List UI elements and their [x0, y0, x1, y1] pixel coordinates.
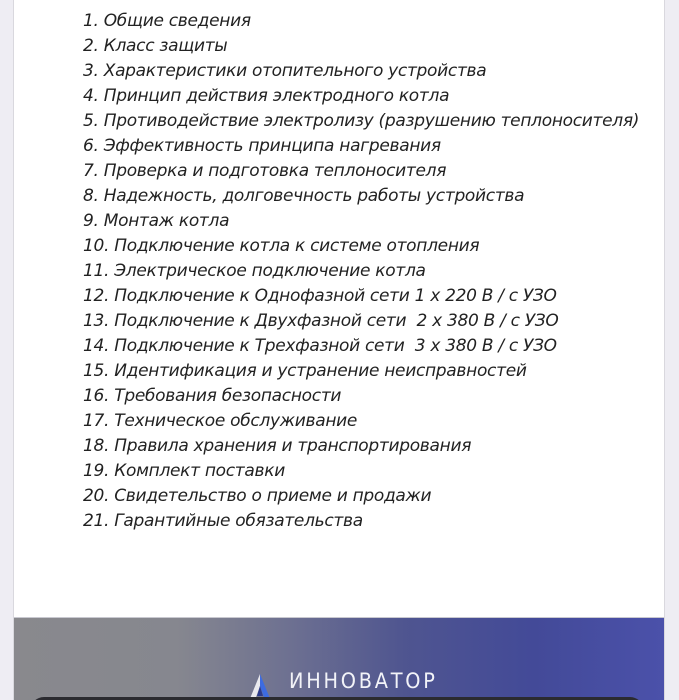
toc-item: 3. Характеристики отопительного устройства — [83, 61, 487, 81]
toc-item: 8. Надежность, долговечность работы устройства — [83, 186, 525, 206]
toc-item: 21. Гарантийные обязательства — [83, 511, 363, 531]
footer-banner — [14, 617, 664, 700]
toc-item: 11. Электрическое подключение котла — [83, 261, 426, 281]
toc-item: 10. Подключение котла к системе отопления — [83, 236, 480, 256]
toc-item: 6. Эффективность принципа нагревания — [83, 136, 441, 156]
toc-item: 16. Требования безопасности — [83, 386, 342, 406]
toc-item: 1. Общие сведения — [83, 11, 251, 31]
table-of-contents — [83, 9, 639, 534]
toc-item: 20. Свидетельство о приеме и продажи — [83, 486, 432, 506]
toc-item: 2. Класс защиты — [83, 36, 228, 56]
brand-logo — [245, 668, 451, 700]
triangle-a-logo-icon — [245, 672, 275, 700]
toc-item: 17. Техническое обслуживание — [83, 411, 358, 431]
toc-item: 13. Подключение к Двухфазной сети 2 x 380 В / с УЗО — [83, 311, 559, 331]
toc-item: 7. Проверка и подготовка теплоносителя — [83, 161, 447, 181]
toc-item: 19. Комплект поставки — [83, 461, 285, 481]
toc-item: 9. Монтаж котла — [83, 211, 230, 231]
toc-item: 5. Противодействие электролизу (разрушению теплоносителя) — [83, 111, 640, 131]
document-page — [13, 0, 665, 700]
brand-name: ИННОВАТОР — [289, 669, 438, 693]
toc-item: 12. Подключение к Однофазной сети 1 x 220 В / с УЗО — [83, 286, 557, 306]
toc-item: 18. Правила хранения и транспортирования — [83, 436, 472, 456]
toc-item: 4. Принцип действия электродного котла — [83, 86, 450, 106]
toc-item: 15. Идентификация и устранение неисправностей — [83, 361, 527, 381]
toc-item: 14. Подключение к Трехфазной сети 3 x 380 В / с УЗО — [83, 336, 557, 356]
